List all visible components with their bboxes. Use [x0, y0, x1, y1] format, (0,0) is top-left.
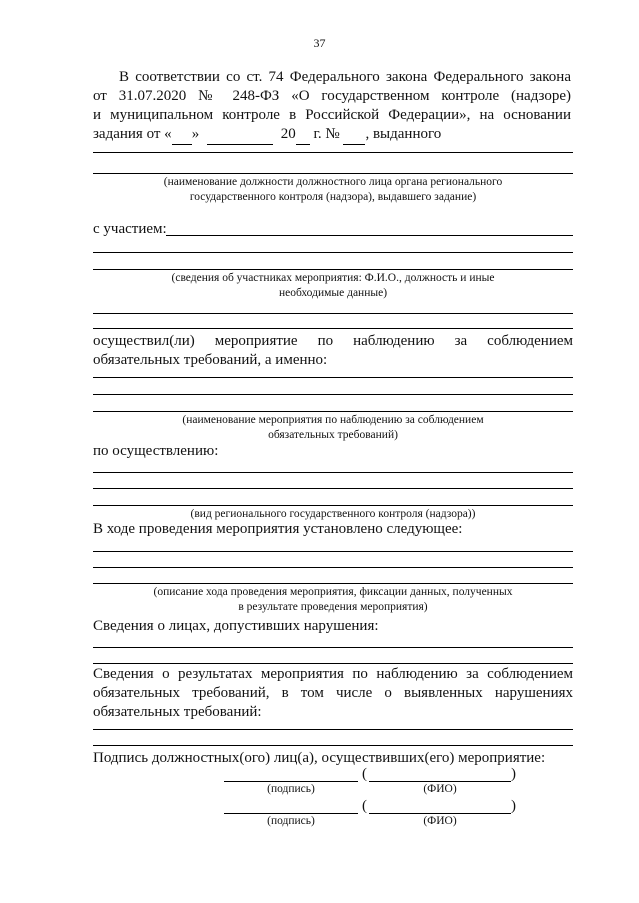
- caption-participants: [93, 271, 573, 301]
- results-word: требований,: [192, 685, 270, 701]
- performed-word: соблюдением: [487, 333, 573, 349]
- signature-caption-1: (подпись): [267, 783, 315, 795]
- task-date-prefix: задания от «: [93, 126, 172, 142]
- performed-line-1: [93, 332, 573, 351]
- name-open-paren-2: (: [362, 798, 367, 814]
- results-word: нарушениях: [494, 685, 573, 701]
- implementation-line-1[interactable]: [93, 472, 573, 473]
- established-line-1[interactable]: [93, 551, 573, 552]
- caption-description-line-1: (описание хода проведения мероприятия, фиксации данных, полученных: [153, 586, 513, 598]
- participation-line-2[interactable]: [93, 252, 573, 253]
- name-caption-2: (ФИО): [423, 815, 457, 827]
- results-line-3: обязательных требований:: [93, 704, 262, 720]
- results-word: за: [466, 666, 479, 682]
- task-year-field[interactable]: [296, 125, 310, 145]
- task-number-label: г. №: [313, 126, 340, 142]
- performed-word: осуществил(ли): [93, 333, 195, 349]
- signature-field-2[interactable]: [224, 813, 358, 814]
- results-word: по: [352, 666, 368, 682]
- violators-line-2[interactable]: [93, 663, 573, 664]
- results-paragraph: [93, 665, 573, 722]
- results-line-a[interactable]: [93, 729, 573, 730]
- participation-label: с участием:: [93, 221, 167, 237]
- official-line-2[interactable]: [93, 173, 573, 174]
- intro-line-3: и муниципальном контроле в Российской Федерации», на основании: [93, 107, 571, 123]
- caption-event-line-2: обязательных требований): [268, 429, 398, 441]
- intro-paragraph: [93, 68, 571, 145]
- established-line-3[interactable]: [93, 583, 573, 584]
- page-number: 37: [313, 36, 326, 50]
- official-line-1[interactable]: [93, 152, 573, 153]
- results-line-2: [93, 684, 573, 703]
- caption-description: [93, 585, 573, 615]
- name-field-1[interactable]: [369, 781, 511, 782]
- caption-event-line-1: (наименование мероприятия по наблюдению за соблюдением: [182, 414, 484, 426]
- caption-control-type: (вид регионального государственного контроля (надзора)): [190, 508, 476, 520]
- results-line-b[interactable]: [93, 745, 573, 746]
- performed-word: наблюдению: [353, 333, 435, 349]
- name-field-2[interactable]: [369, 813, 511, 814]
- task-number-field[interactable]: [343, 125, 365, 145]
- caption-participants-line-2: необходимые данные): [278, 287, 388, 299]
- signature-label: Подпись должностных(ого) лиц(а), осуществивших(его) мероприятие:: [93, 750, 546, 766]
- established-label: В ходе проведения мероприятия установлено следующее:: [93, 521, 463, 537]
- caption-description-line-2: в результате проведения мероприятия): [238, 601, 428, 613]
- results-word: том: [300, 685, 324, 701]
- task-day-close-quote: »: [191, 126, 200, 142]
- caption-official-line-2: государственного контроля (надзора), выдавшего задание): [189, 191, 477, 203]
- performed-paragraph: [93, 332, 573, 370]
- performed-line-2: обязательных требований, а именно:: [93, 352, 328, 368]
- results-word: соблюдением: [487, 666, 573, 682]
- intro-line-4: [93, 125, 571, 145]
- results-word: числе: [335, 685, 373, 701]
- results-word: результатах: [178, 666, 253, 682]
- participation-line-5[interactable]: [93, 328, 573, 329]
- event-line-2[interactable]: [93, 394, 573, 395]
- performed-word: за: [454, 333, 468, 349]
- implementation-label: по осуществлению:: [93, 443, 219, 459]
- caption-event: [93, 413, 573, 443]
- name-open-paren-1: (: [362, 766, 367, 782]
- event-line-1[interactable]: [93, 377, 573, 378]
- results-line-1: [93, 665, 573, 684]
- performed-word: мероприятие: [214, 333, 298, 349]
- participation-line-1[interactable]: [166, 235, 573, 236]
- participation-line-4[interactable]: [93, 313, 573, 314]
- results-word: наблюдению: [376, 666, 458, 682]
- caption-official: [93, 175, 573, 205]
- established-line-2[interactable]: [93, 567, 573, 568]
- results-word: обязательных: [93, 685, 180, 701]
- results-word: Сведения: [93, 666, 154, 682]
- performed-word: по: [317, 333, 334, 349]
- intro-line-2: от 31.07.2020 № 248-ФЗ «О государственном контроле (надзоре): [93, 88, 571, 104]
- results-word: о: [384, 685, 392, 701]
- name-caption-1: (ФИО): [423, 783, 457, 795]
- event-line-3[interactable]: [93, 411, 573, 412]
- name-close-paren-2: ): [511, 798, 516, 814]
- results-word: в: [281, 685, 289, 701]
- intro-line-1: В соответствии со ст. 74 Федерального закона Федерального закона: [119, 69, 571, 85]
- task-month-field[interactable]: [207, 125, 273, 145]
- implementation-line-2[interactable]: [93, 488, 573, 489]
- signature-field-1[interactable]: [224, 781, 358, 782]
- caption-official-line-1: (наименование должности должностного лица органа регионального: [163, 176, 503, 188]
- task-day-field[interactable]: [172, 125, 192, 145]
- task-year-prefix: 20: [280, 126, 296, 142]
- caption-participants-line-1: (сведения об участниках мероприятия: Ф.И.О., должность и иные: [171, 272, 495, 284]
- results-word: о: [162, 666, 170, 682]
- implementation-line-3[interactable]: [93, 505, 573, 506]
- violators-label: Сведения о лицах, допустивших нарушения:: [93, 618, 379, 634]
- results-word: выявленных: [404, 685, 483, 701]
- signature-caption-2: (подпись): [267, 815, 315, 827]
- results-word: мероприятия: [260, 666, 344, 682]
- violators-line-1[interactable]: [93, 647, 573, 648]
- name-close-paren-1: ): [511, 766, 516, 782]
- issued-by-label: , выданного: [365, 126, 442, 142]
- participation-line-3[interactable]: [93, 269, 573, 270]
